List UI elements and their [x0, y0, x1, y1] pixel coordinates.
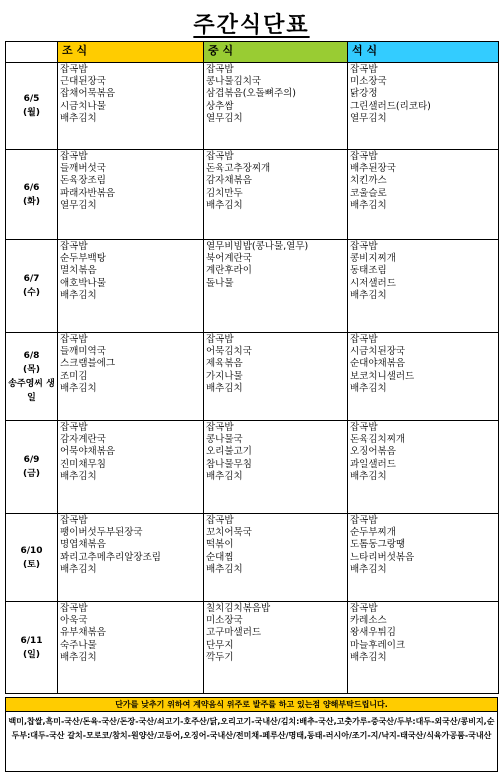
menu-item: 카레소스: [350, 615, 387, 627]
menu-item: 잡곡밥: [60, 334, 88, 345]
day-note: 송주영씨 생일: [8, 378, 55, 403]
menu-item: 배추된장국: [350, 163, 396, 175]
menu-item: 배추김치: [206, 470, 243, 482]
menu-item: 시금치나물: [60, 100, 106, 112]
menu-item: 잡곡밥: [350, 422, 378, 433]
menu-item: 배추김치: [350, 470, 387, 482]
menu-item: 잡곡밥: [350, 241, 378, 252]
breakfast-cell: [58, 602, 204, 694]
menu-item: 들깨미역국: [60, 346, 106, 358]
menu-item: 배추김치: [60, 651, 97, 663]
menu-item: 잡곡밥: [206, 515, 234, 526]
day-date: 6/7: [23, 274, 40, 284]
day-date: 6/11: [20, 635, 43, 646]
lunch-cell: [204, 150, 348, 240]
day-row: [6, 150, 499, 240]
day-row: [6, 333, 499, 421]
menu-item: 애호박나물: [60, 277, 106, 289]
menu-item: 오징어볶음: [350, 446, 396, 458]
menu-item: 고구마샐러드: [206, 627, 262, 639]
menu-item: 멸치볶음: [60, 265, 97, 277]
menu-item: 어묵김치국: [206, 346, 252, 358]
day-date: 6/10: [20, 545, 43, 556]
menu-item: 돈육고추장찌개: [206, 163, 271, 175]
menu-item: 진미채무침: [60, 458, 106, 470]
menu-item: 칠치김치볶음밥: [206, 603, 271, 614]
day-date: 6/8: [23, 350, 40, 361]
header-date: [6, 42, 58, 63]
day-row: [6, 240, 499, 333]
menu-item: 잡채어묵볶음: [60, 88, 116, 100]
menu-item: 유부채볶음: [60, 627, 106, 639]
menu-item: 순대찜: [206, 551, 234, 563]
day-cell: [6, 63, 58, 150]
menu-item: 단무지: [206, 639, 234, 651]
menu-item: 배추김치: [60, 382, 97, 394]
day-date: 6/6: [23, 182, 40, 193]
lunch-cell: [204, 63, 348, 150]
menu-item: 열무비빔밥(콩나물,열무): [206, 241, 309, 252]
menu-item: 시저샐러드: [350, 277, 396, 289]
menu-item: 배추김치: [350, 563, 387, 575]
day-cell: [6, 602, 58, 694]
menu-item: 배추김치: [60, 112, 97, 124]
dinner-cell: [348, 602, 499, 694]
menu-item: 상추쌈: [206, 100, 234, 112]
menu-item: 미소장국: [206, 615, 243, 627]
day-cell: [6, 240, 58, 333]
menu-item: 잡곡밥: [350, 64, 378, 75]
menu-item: 잡곡밥: [206, 64, 234, 75]
menu-item: 순두부백탕: [60, 253, 106, 265]
day-row: [6, 63, 499, 150]
menu-item: 잡곡밥: [60, 603, 88, 614]
origin-info: 백미,찹쌀,흑미-국산/돈육-국산/돈장-국산/쇠고기-호주산/닭,오리고기-국내산/김치:배추-국산,고춧가루-중국산/두부:대두-외국산/콩비지,순두부:대두-국산 갈치-모로코/참치-원양산/고등어,오징어-국내산/전미채-페루산/명태,동태-러시아/조기-지/낙지-태국산/식육가공품-국내산: [5, 712, 498, 772]
menu-item: 어묵야채볶음: [60, 446, 116, 458]
menu-item: 깍두기: [206, 651, 234, 663]
menu-item: 팽이버섯두부된장국: [60, 527, 143, 539]
lunch-cell: [204, 333, 348, 421]
menu-item: 콩나물국: [206, 434, 243, 446]
menu-item: 순두부찌개: [350, 527, 396, 539]
menu-item: 배추김치: [350, 382, 387, 394]
day-date: 6/5: [23, 94, 40, 104]
menu-item: 오리불고기: [206, 446, 252, 458]
dinner-cell: [348, 333, 499, 421]
lunch-cell: [204, 421, 348, 514]
menu-item: 파래자반볶음: [60, 187, 116, 199]
notice-banner: 단가를 낮추기 위하여 계약음식 위주로 발주를 하고 있는점 양해부탁드립니다.: [5, 697, 498, 712]
dinner-cell: [348, 240, 499, 333]
lunch-cell: [204, 514, 348, 602]
menu-item: 잡곡밥: [60, 515, 88, 526]
dinner-cell: [348, 421, 499, 514]
menu-item: 가지나물: [206, 370, 243, 382]
menu-item: 돌나물: [206, 277, 234, 289]
day-weekday: (월): [23, 108, 40, 118]
menu-item: 배추김치: [350, 199, 387, 211]
menu-item: 잡곡밥: [350, 515, 378, 526]
menu-item: 콩비지찌개: [350, 253, 396, 265]
menu-item: 김치만두: [206, 187, 243, 199]
menu-item: 배추김치: [206, 563, 243, 575]
breakfast-cell: [58, 421, 204, 514]
lunch-cell: [204, 602, 348, 694]
menu-item: 잡곡밥: [60, 422, 88, 433]
menu-item: 돈육김치찌개: [350, 434, 406, 446]
menu-item: 잡곡밥: [350, 334, 378, 345]
menu-item: 아욱국: [60, 615, 88, 627]
menu-item: 꼬치어묵국: [206, 527, 252, 539]
menu-item: 스크램블에그: [60, 358, 116, 370]
menu-item: 근대된장국: [60, 76, 106, 88]
day-weekday: (화): [23, 196, 40, 207]
menu-item: 동태조림: [350, 265, 387, 277]
header-breakfast: 조 식: [58, 42, 204, 63]
page-title: 주간식단표: [193, 13, 310, 38]
day-row: [6, 602, 499, 694]
menu-item: 감자채볶음: [206, 175, 252, 187]
menu-item: 배추김치: [350, 289, 387, 301]
menu-table: [5, 41, 499, 694]
lunch-cell: [204, 240, 348, 333]
menu-item: 열무김치: [206, 112, 243, 124]
menu-item: 도톰동그랑땡: [350, 539, 406, 551]
menu-item: 코울슬로: [350, 187, 387, 199]
menu-item: 떡볶이: [206, 539, 234, 551]
menu-item: 삼겹볶음(오돌뼈주의): [206, 88, 297, 100]
menu-item: 잡곡밥: [206, 151, 234, 162]
breakfast-cell: [58, 240, 204, 333]
menu-item: 꽈리고추메추리알장조림: [60, 551, 161, 563]
dinner-cell: [348, 63, 499, 150]
menu-item: 들깨버섯국: [60, 163, 106, 175]
dinner-cell: [348, 514, 499, 602]
menu-item: 미소장국: [350, 76, 387, 88]
menu-item: 열무김치: [350, 112, 387, 124]
menu-item: 왕새우튀김: [350, 627, 396, 639]
day-weekday: (수): [23, 288, 40, 298]
menu-item: 북어계란국: [206, 253, 252, 265]
menu-item: 마늘후레이크: [350, 639, 406, 651]
day-cell: [6, 333, 58, 421]
day-weekday: (금): [23, 469, 40, 479]
menu-item: 잡곡밥: [60, 241, 88, 252]
menu-item: 치킨까스: [350, 175, 387, 187]
breakfast-cell: [58, 63, 204, 150]
day-cell: [6, 150, 58, 240]
menu-item: 참나물무침: [206, 458, 252, 470]
menu-item: 잡곡밥: [350, 603, 378, 614]
menu-item: 열무김치: [60, 199, 97, 211]
menu-item: 배추김치: [206, 199, 243, 211]
menu-item: 닭강정: [350, 88, 378, 100]
menu-item: 배추김치: [60, 470, 97, 482]
menu-item: 잡곡밥: [60, 151, 88, 162]
breakfast-cell: [58, 333, 204, 421]
menu-item: 감자계란국: [60, 434, 106, 446]
menu-item: 제육볶음: [206, 358, 243, 370]
menu-item: 돈육장조림: [60, 175, 106, 187]
menu-item: 시금치된장국: [350, 346, 406, 358]
day-weekday: (토): [23, 559, 40, 570]
day-date: 6/9: [23, 455, 40, 465]
menu-item: 느타리버섯볶음: [350, 551, 415, 563]
menu-item: 잡곡밥: [350, 151, 378, 162]
menu-item: 보코치니샐러드: [350, 370, 415, 382]
menu-item: 잡곡밥: [60, 64, 88, 75]
day-cell: [6, 514, 58, 602]
menu-item: 배추김치: [350, 651, 387, 663]
menu-item: 잡곡밥: [206, 334, 234, 345]
breakfast-cell: [58, 150, 204, 240]
menu-item: 명엽채볶음: [60, 539, 106, 551]
menu-item: 순대야채볶음: [350, 358, 406, 370]
day-row: [6, 514, 499, 602]
day-row: [6, 421, 499, 514]
day-weekday: (목): [23, 364, 40, 375]
menu-item: 과일샐러드: [350, 458, 396, 470]
menu-item: 계란후라이: [206, 265, 252, 277]
menu-item: 숙주나물: [60, 639, 97, 651]
menu-item: 배추김치: [206, 382, 243, 394]
menu-item: 그린샐러드(리코타): [350, 100, 431, 112]
menu-item: 콩나물김치국: [206, 76, 262, 88]
breakfast-cell: [58, 514, 204, 602]
day-cell: [6, 421, 58, 514]
header-dinner: 석 식: [348, 42, 499, 63]
dinner-cell: [348, 150, 499, 240]
header-row: [6, 42, 499, 63]
day-weekday: (일): [23, 649, 40, 660]
menu-item: 배추김치: [60, 289, 97, 301]
menu-item: 배추김치: [60, 563, 97, 575]
header-lunch: 중 식: [204, 42, 348, 63]
menu-item: 조미김: [60, 370, 88, 382]
menu-item: 잡곡밥: [206, 422, 234, 433]
